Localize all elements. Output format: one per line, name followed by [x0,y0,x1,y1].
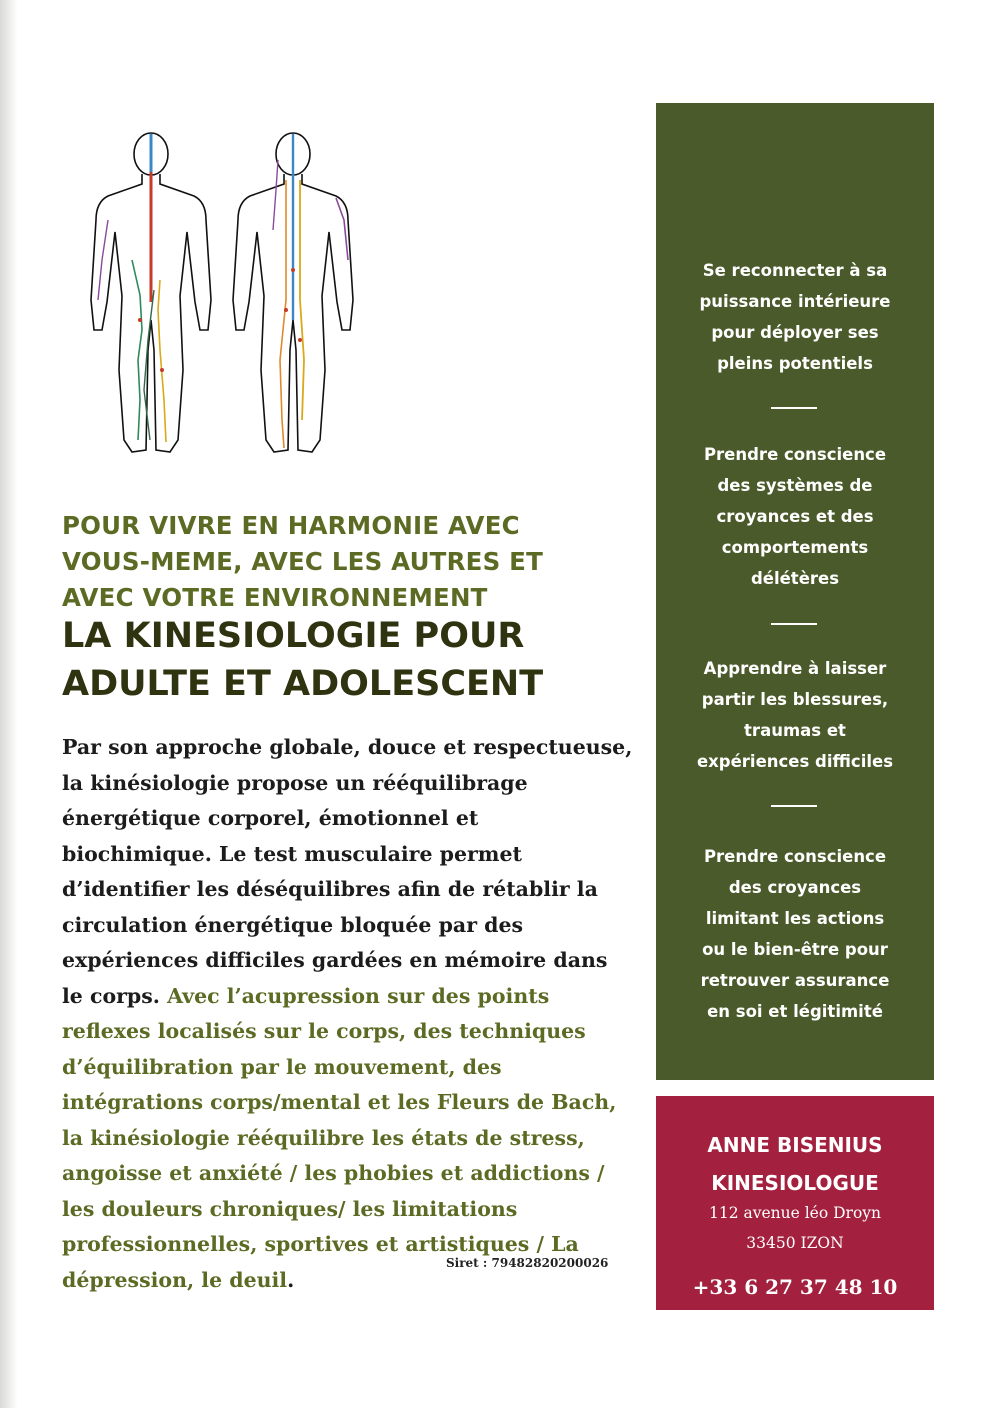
paragraph-line: d’équilibration par le mouvement, des [62,1054,502,1079]
address-city: 33450 IZON [746,1234,844,1252]
page-title [62,612,642,708]
benefit-line: pleins potentiels [717,354,873,373]
divider [771,623,817,625]
page-edge-shadow [0,0,18,1408]
benefit-line: expériences difficiles [696,752,894,771]
benefit-line: retrouver assurance [700,971,890,990]
title-line: ADULTE ET ADOLESCENT [62,664,544,704]
practitioner-role: KINESIOLOGUE [711,1171,879,1195]
paragraph-period: . [287,1267,295,1292]
benefit-line: des croyances [728,878,862,897]
benefit-line: limitant les actions [705,909,885,928]
benefit-line: traumas et [744,721,846,740]
benefit-item [666,653,924,777]
paragraph-line: les douleurs chroniques/ les limitations [62,1196,518,1221]
headline-line: AVEC VOTRE ENVIRONNEMENT [62,583,488,612]
paragraph-text-green: dépression, le deuil [62,1267,288,1292]
paragraph-line: d’identifier les déséquilibres afin de rétablir la [62,877,598,901]
paragraph-line: expériences difficiles gardées en mémoire dans [62,948,608,972]
benefit-line: des systèmes de [717,476,873,495]
benefit-line: puissance intérieure [699,292,891,311]
meridian-body-illustration [78,120,378,470]
paragraph-text-green: Avec l’acupression sur des points [167,983,550,1008]
benefits-panel [656,103,934,1080]
paragraph-line: intégrations corps/mental et les Fleurs de Bach, [62,1090,617,1114]
benefit-line: Prendre conscience [703,445,887,464]
headline [62,508,622,616]
benefit-item [666,841,924,1027]
paragraph-line: biochimique. Le test musculaire permet [62,841,522,866]
siret-number: Siret : 79482820200026 [446,1256,609,1270]
benefit-line: Se reconnecter à sa [702,261,888,280]
paragraph-line: reflexes localisés sur le corps, des techniques [62,1019,586,1043]
description-paragraph [62,730,642,1298]
paragraph-line: circulation énergétique bloquée par des [62,912,524,937]
paragraph-line: Par son approche globale, douce et respectueuse, [62,735,633,759]
paragraph-line: professionnelles, sportives et artistiques / La [62,1232,579,1256]
contact-address [656,1198,934,1258]
title-line: LA KINESIOLOGIE POUR [62,616,525,656]
address-street: 112 avenue léo Droyn [708,1204,882,1222]
paragraph-text: le corps. [62,983,168,1008]
paragraph-line: énergétique corporel, émotionnel et [62,806,479,830]
benefit-line: en soi et légitimité [707,1002,883,1021]
benefit-item [666,439,924,594]
benefit-line: croyances et des [716,507,874,526]
practitioner-name: ANNE BISENIUS [707,1133,883,1157]
benefit-line: délétères [750,569,840,588]
phone-number[interactable]: +33 6 27 37 48 10 [692,1275,898,1299]
contact-panel [656,1096,934,1310]
paragraph-line: angoisse et anxiété / les phobies et addictions / [62,1161,605,1185]
benefit-line: partir les blessures, [701,690,889,709]
benefit-item [666,255,924,379]
contact-name-block [656,1126,934,1202]
paragraph-line: la kinésiologie propose un rééquilibrage [62,770,528,795]
benefit-line: comportements [721,538,869,557]
headline-line: POUR VIVRE EN HARMONIE AVEC [62,511,520,540]
benefit-line: Prendre conscience [703,847,887,866]
benefit-line: pour déployer ses [711,323,879,342]
benefit-line: Apprendre à laisser [703,659,887,678]
benefit-line: ou le bien-être pour [702,940,888,959]
divider [771,407,817,409]
paragraph-line [62,979,642,1015]
headline-line: VOUS-MEME, AVEC LES AUTRES ET [62,547,544,576]
divider [771,805,817,807]
paragraph-line: la kinésiologie rééquilibre les états de stress, [62,1125,585,1150]
